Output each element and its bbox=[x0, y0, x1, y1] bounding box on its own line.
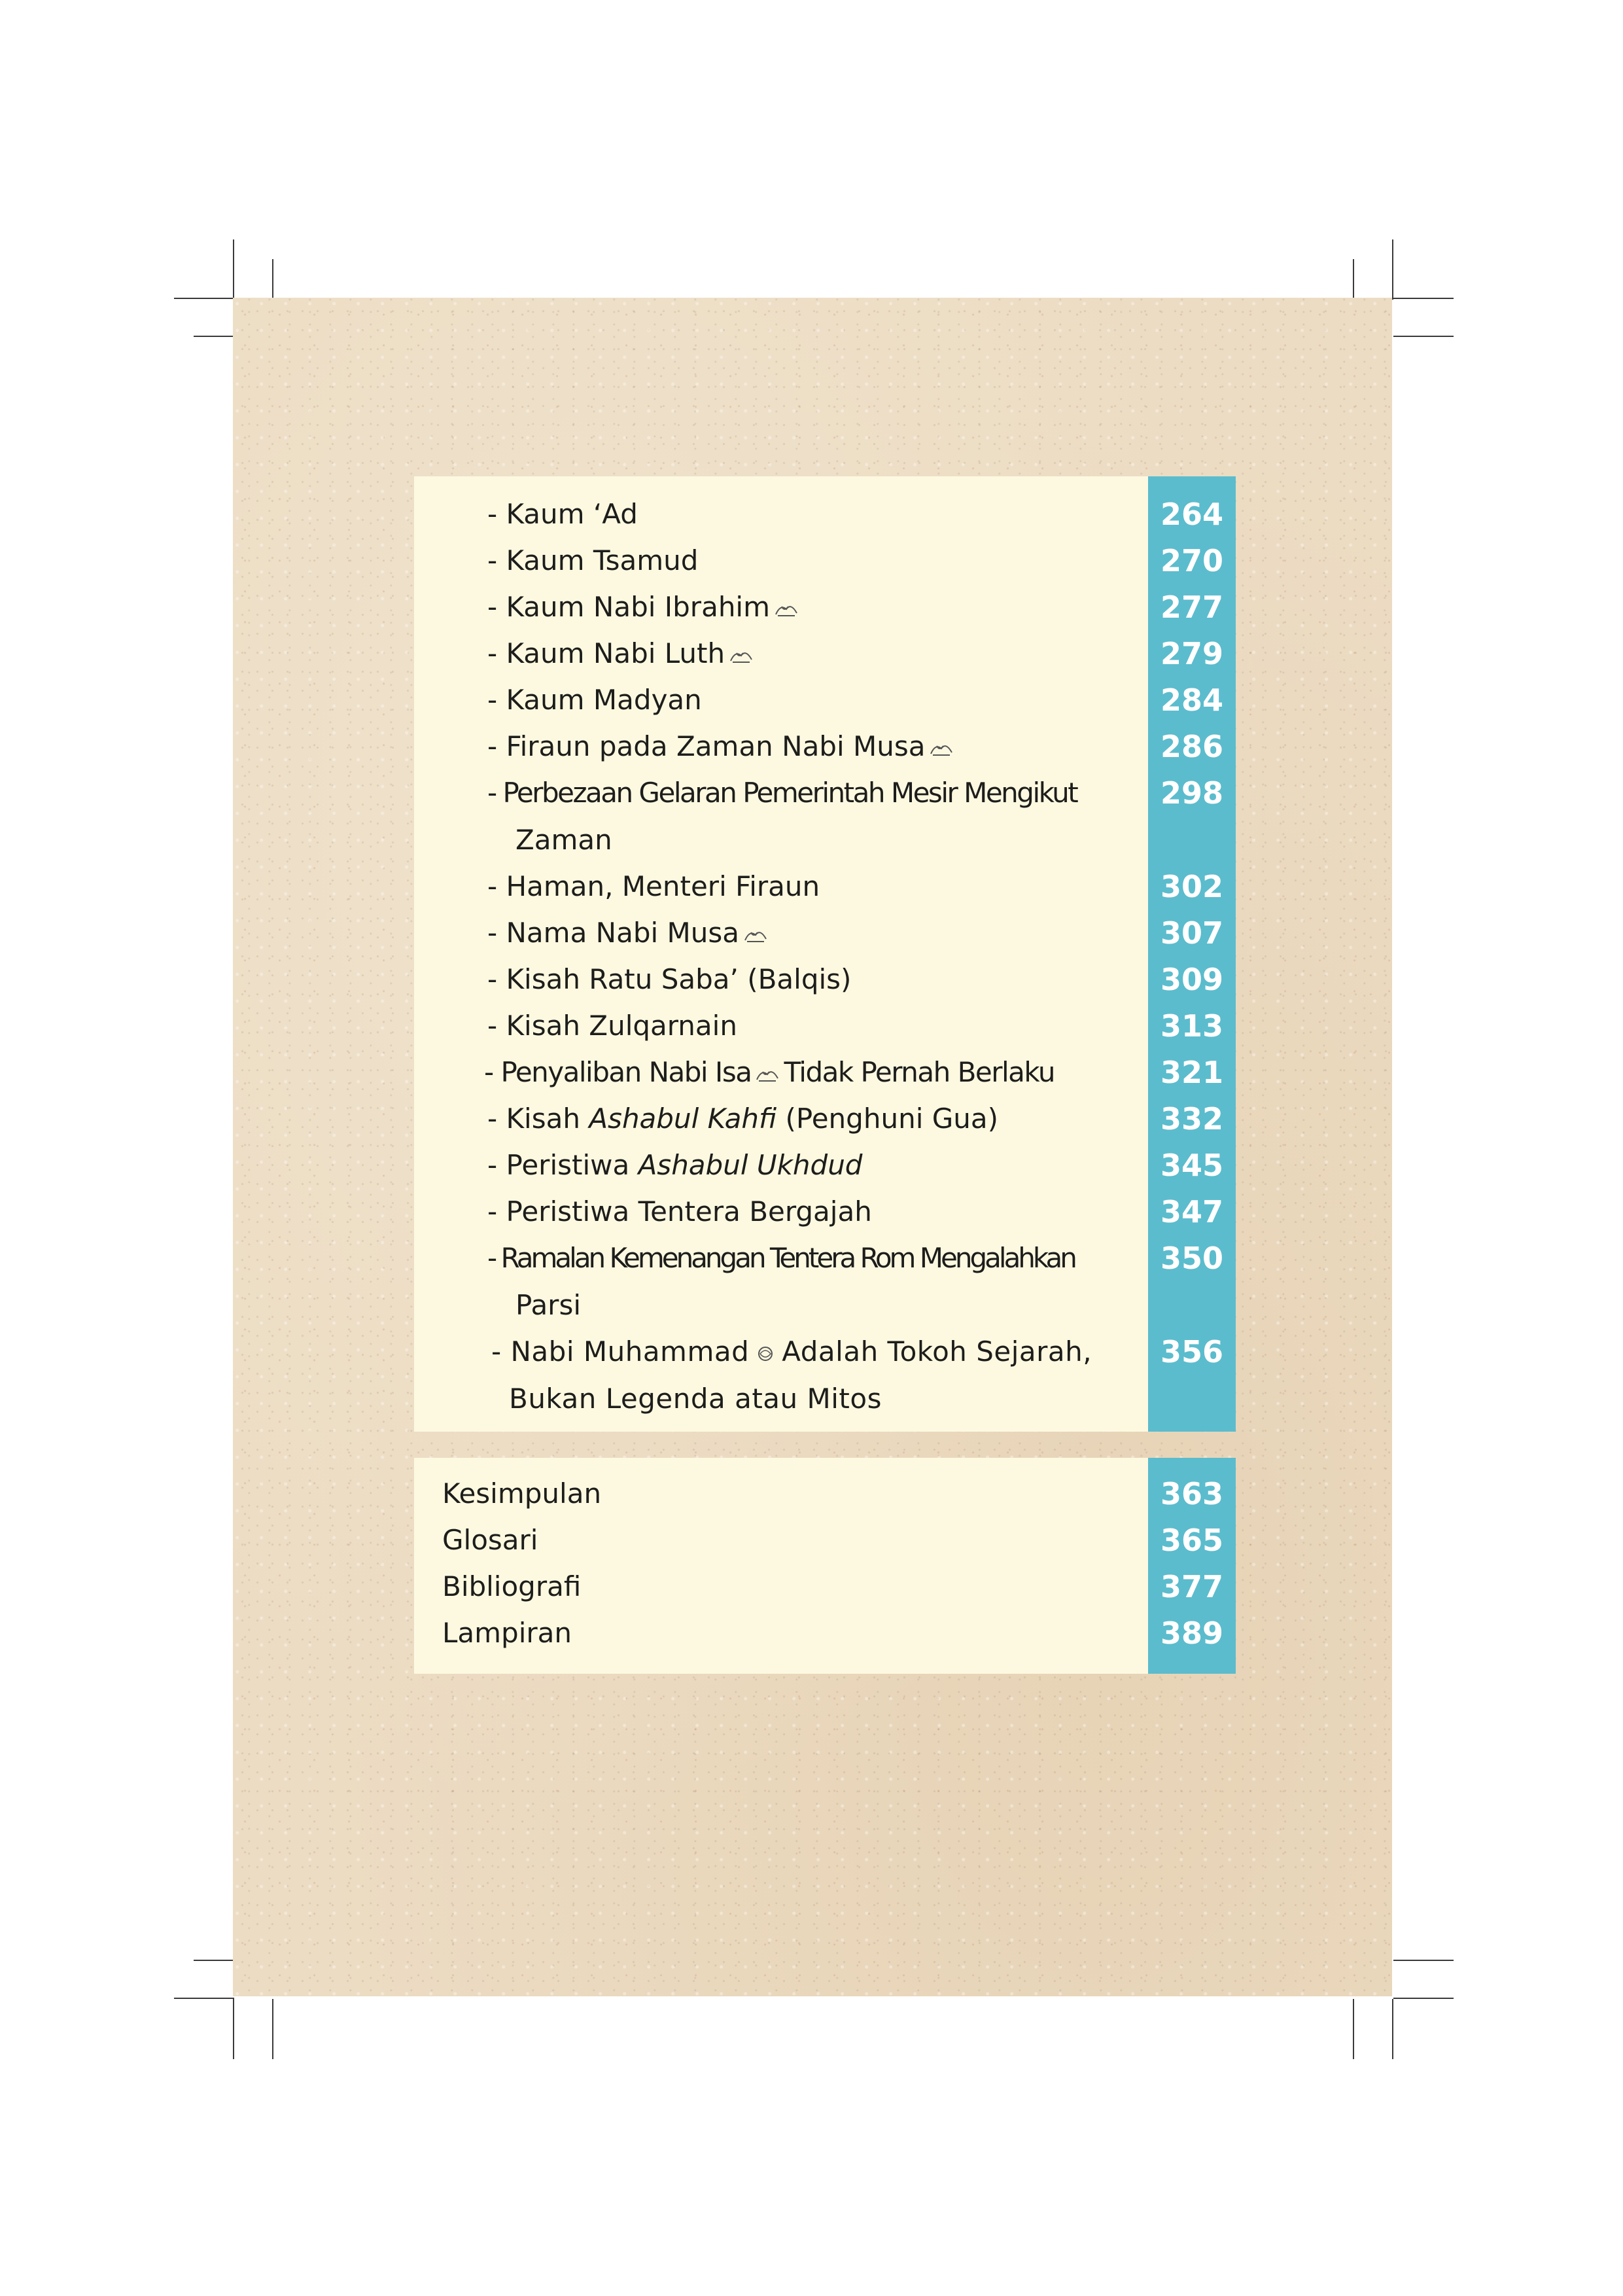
crop-mark bbox=[1393, 336, 1454, 337]
crop-mark bbox=[174, 1998, 234, 1999]
crop-mark bbox=[1353, 1999, 1354, 2059]
crop-mark bbox=[1393, 1998, 1454, 1999]
toc-entry-label: - Kaum Tsamud bbox=[487, 544, 699, 576]
toc-page-number: 321 bbox=[1160, 1055, 1224, 1090]
toc-entry[interactable] bbox=[414, 495, 1236, 534]
toc-entry[interactable] bbox=[414, 1239, 1236, 1278]
toc-page-number: 302 bbox=[1160, 869, 1224, 904]
toc-entry[interactable] bbox=[414, 1192, 1236, 1231]
toc-entry[interactable] bbox=[414, 634, 1236, 673]
toc-entry-label-after: Adalah Tokoh Sejarah, bbox=[782, 1335, 1092, 1368]
toc-entry-label: - Nabi Muhammad bbox=[491, 1335, 750, 1368]
toc-entry-label-line2: Parsi bbox=[515, 1289, 581, 1321]
toc-entry-label-line2: Bukan Legenda atau Mitos bbox=[509, 1383, 882, 1415]
toc-entry-label: - Nama Nabi Musa bbox=[487, 917, 739, 949]
toc-entry[interactable] bbox=[414, 1006, 1236, 1046]
toc-entry[interactable] bbox=[414, 867, 1236, 906]
toc-entry[interactable] bbox=[414, 1614, 1236, 1653]
toc-entry-label: Bibliografi bbox=[442, 1570, 582, 1602]
toc-page-number: 365 bbox=[1160, 1523, 1224, 1558]
toc-entry-label-italic: Ashabul Ukhdud bbox=[638, 1149, 863, 1181]
crop-mark bbox=[1392, 1999, 1393, 2059]
crop-mark bbox=[233, 239, 234, 300]
toc-entry[interactable] bbox=[414, 960, 1236, 999]
crop-mark bbox=[1393, 298, 1454, 299]
toc-entry-label: - Penyaliban Nabi Isa bbox=[484, 1056, 752, 1088]
toc-entry[interactable] bbox=[414, 773, 1236, 813]
toc-entry-label: - Haman, Menteri Firaun bbox=[487, 870, 820, 902]
toc-section-back-matter bbox=[414, 1458, 1236, 1674]
toc-page-number: 356 bbox=[1160, 1334, 1224, 1369]
crop-mark bbox=[272, 1999, 273, 2059]
toc-entry-continuation bbox=[414, 821, 1236, 860]
toc-entry[interactable] bbox=[414, 1053, 1236, 1092]
toc-entry-label: - Kisah Ratu Saba’ (Balqis) bbox=[487, 963, 852, 995]
toc-page-number: 277 bbox=[1160, 590, 1224, 625]
toc-entry-label: - Peristiwa bbox=[487, 1149, 630, 1181]
toc-entry-continuation bbox=[414, 1286, 1236, 1325]
crop-mark bbox=[233, 1999, 234, 2059]
toc-page-number: 307 bbox=[1160, 915, 1224, 951]
toc-entry-label: - Kaum Nabi Luth bbox=[487, 637, 725, 669]
toc-page-number: 350 bbox=[1160, 1241, 1224, 1276]
toc-entry-label: Glosari bbox=[442, 1524, 538, 1556]
toc-entry[interactable] bbox=[414, 1146, 1236, 1185]
toc-page-number: 332 bbox=[1160, 1101, 1224, 1137]
toc-page-number: 313 bbox=[1160, 1008, 1224, 1044]
toc-entry-label-italic: Ashabul Kahfi bbox=[589, 1103, 777, 1135]
toc-page-number: 284 bbox=[1160, 682, 1224, 718]
toc-entry-label: - Kisah bbox=[487, 1103, 580, 1135]
toc-page-number: 279 bbox=[1160, 636, 1224, 671]
toc-entry[interactable] bbox=[414, 680, 1236, 720]
crop-mark bbox=[1393, 1960, 1454, 1961]
toc-entry-label-line2: Zaman bbox=[515, 824, 612, 856]
toc-entry-label: - Firaun pada Zaman Nabi Musa bbox=[487, 730, 926, 762]
toc-entry-label: - Kaum ‘Ad bbox=[487, 498, 638, 530]
crop-mark bbox=[1392, 239, 1393, 300]
toc-entry-label: Kesimpulan bbox=[442, 1477, 602, 1510]
toc-entry-label: - Perbezaan Gelaran Pemerintah Mesir Mengikut bbox=[487, 777, 1077, 809]
toc-page-number: 309 bbox=[1160, 962, 1224, 997]
toc-entry[interactable] bbox=[414, 1567, 1236, 1606]
toc-entry-continuation bbox=[414, 1379, 1236, 1419]
toc-entry[interactable] bbox=[414, 1474, 1236, 1513]
toc-page-number: 270 bbox=[1160, 543, 1224, 578]
crop-mark bbox=[174, 298, 234, 299]
toc-entry-label: - Kaum Madyan bbox=[487, 684, 702, 716]
toc-entry-label: - Kaum Nabi Ibrahim bbox=[487, 591, 771, 623]
toc-entry[interactable] bbox=[414, 1521, 1236, 1560]
sallallahu-alaihi-wasallam-calligraphy-icon bbox=[753, 1345, 778, 1363]
toc-entry-label: - Ramalan Kemenangan Tentera Rom Mengalahkan bbox=[487, 1242, 1075, 1274]
toc-entry[interactable] bbox=[414, 1332, 1236, 1371]
toc-page-number: 389 bbox=[1160, 1616, 1224, 1651]
toc-page-number: 345 bbox=[1160, 1148, 1224, 1183]
toc-entry-label: Lampiran bbox=[442, 1617, 572, 1649]
toc-entry-label: - Peristiwa Tentera Bergajah bbox=[487, 1195, 872, 1227]
alaihissalam-calligraphy-icon bbox=[743, 926, 768, 944]
toc-entry-label-after: (Penghuni Gua) bbox=[785, 1103, 998, 1135]
toc-entry[interactable] bbox=[414, 727, 1236, 766]
toc-page-number: 363 bbox=[1160, 1476, 1224, 1511]
alaihissalam-calligraphy-icon bbox=[774, 600, 799, 618]
alaihissalam-calligraphy-icon bbox=[929, 739, 954, 758]
toc-entry[interactable] bbox=[414, 588, 1236, 627]
toc-entry-label-after: Tidak Pernah Berlaku bbox=[784, 1056, 1055, 1088]
toc-entry[interactable] bbox=[414, 913, 1236, 953]
alaihissalam-calligraphy-icon bbox=[729, 646, 754, 665]
alaihissalam-calligraphy-icon bbox=[755, 1065, 780, 1084]
toc-entry-label: - Kisah Zulqarnain bbox=[487, 1010, 737, 1042]
toc-entry[interactable] bbox=[414, 541, 1236, 580]
toc-entry[interactable] bbox=[414, 1099, 1236, 1139]
toc-page-number: 377 bbox=[1160, 1569, 1224, 1604]
toc-page-number: 298 bbox=[1160, 775, 1224, 811]
toc-page-number: 264 bbox=[1160, 497, 1224, 532]
toc-section-stories bbox=[414, 476, 1236, 1432]
toc-page-number: 286 bbox=[1160, 729, 1224, 764]
toc-page-number: 347 bbox=[1160, 1194, 1224, 1229]
